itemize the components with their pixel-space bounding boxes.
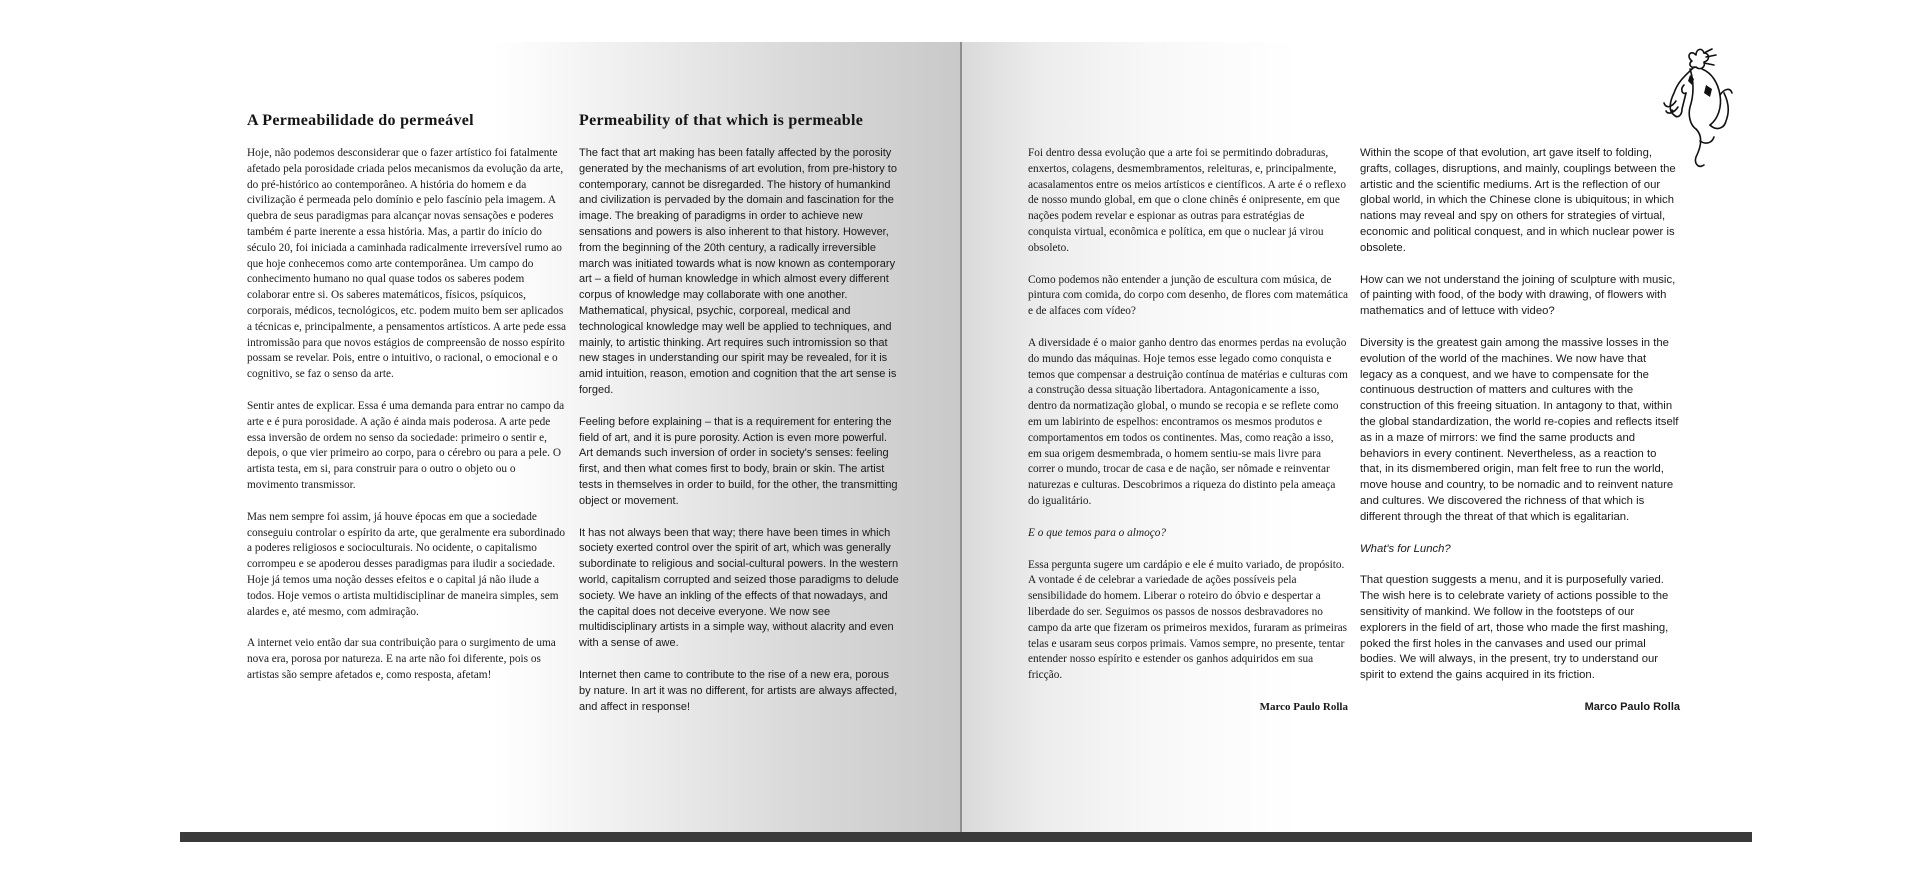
right-page bbox=[962, 42, 1920, 832]
en-signature: Marco Paulo Rolla bbox=[1584, 700, 1680, 713]
left-page bbox=[180, 42, 962, 832]
pt-text-column-left bbox=[247, 146, 567, 700]
pt-paragraph: A diversidade é o maior ganho dentro das enormes perdas na evolução do mundo das máquinas. Hoje temos esse legado como conquista e temos que compensar a destruição contínua de matérias e culturas com a construção dessa situação libertadora. Antagonicamente a isso, dentro da normatização global, o mundo se recopia e se reflete como em um labirinto de espelhos: encontramos os mesmos produtos e comportamentos em todos os continentes. Mas, como reação a isso, em sua origem desmembrada, o homem sentiu-se mais livre para correr o mundo, trocar de casa e de nação, ser nômade e reinventar naturezas e culturas. Descobrimos a riqueza do distinto pela ameaça do igualitário. bbox=[1028, 336, 1348, 507]
pt-paragraph: Hoje, não podemos desconsiderar que o fazer artístico foi fatalmente afetado pela porosidade criada pelos mecanismos da evolução da arte, do pré-histórico ao contemporâneo. A história do homem e da civilização é permeada pelo domínio e pelo fascínio pela imagem. A quebra de seus paradigmas para alcançar novas sensações e poderes também é parte inerente a essa história. Mas, a partir do início do século 20, foi iniciada a caminhada radicalmente irreversível rumo ao que hoje conhecemos como arte contemporânea. Um campo do conhecimento humano no qual quase todos os saberes podem colaborar entre si. Os saberes matemáticos, físicos, psíquicos, corporais, médicos, tecnológicos, etc. podem muito bem ser aplicados a técnicas e, principalmente, a pensamentos artísticos. A arte pede essa intromissão para que novos estágios de compreensão de nosso espírito possam se revelar. Pois, entre o intuitivo, o racional, o emocional e o cognitivo, se faz o senso da arte. bbox=[247, 147, 567, 381]
pt-paragraph: Sentir antes de explicar. Essa é uma demanda para entrar no campo da arte e é pura porosidade. A ação é ainda mais poderosa. A arte pede essa inversão de ordem no senso da sociedade: primeiro o sentir e, depois, o que vier primeiro ao corpo, para o cérebro ou para a pele. O artista testa, em si, para construir para o outro o objeto ou o movimento transmissor. bbox=[247, 399, 565, 491]
en-paragraph: How can we not understand the joining of sculpture with music, of painting with food, of the body with drawing, of flowers with mathematics and of lettuce with video? bbox=[1360, 273, 1676, 318]
en-paragraph: Feeling before explaining – that is a requirement for entering the field of art, and it is pure porosity. Action is even more powerful. Art demands such inversion of order in society's senses: feeling first, and then what comes first to body, brain or skin. The artist tests in themselves in order to build, for the other, the transmitting object or movement. bbox=[579, 415, 898, 507]
book-spread bbox=[180, 42, 1748, 835]
pt-subheading: E o que temos para o almoço? bbox=[1028, 526, 1167, 539]
en-paragraph: Within the scope of that evolution, art gave itself to folding, grafts, collages, disruptions, and mainly, couplings between the artistic and the scientific mediums. Art is the reflection of our global world, in which the Chinese clone is ubiquitous; in which nations may reveal and spy on others for strategies of virtual, economic and political conquest, and in which nuclear power is obsolete. bbox=[1360, 147, 1676, 254]
pt-paragraph: Como podemos não entender a junção de escultura com música, de pintura com comida, do corpo com desenho, de flores com matemática e de alfaces com vídeo? bbox=[1028, 273, 1348, 318]
pt-paragraph: A internet veio então dar sua contribuição para o surgimento de uma nova era, porosa por natureza. E na arte não foi diferente, pois os artistas são sempre afetados e, como resposta, afetam! bbox=[247, 637, 556, 681]
en-paragraph: It has not always been that way; there have been times in which society exerted control over the spirit of art, which was generally subordinate to religious and social-cultural powers. In the western world, capitalism corrupted and seized those paradigms to delude society. We have an inkling of the effects of that nowadays, and the capital does not deceive everyone. We now see multidisciplinary artists in a simple way, without alacrity and even with a sense of awe. bbox=[579, 526, 899, 650]
pt-signature: Marco Paulo Rolla bbox=[1259, 700, 1348, 713]
en-paragraph: The fact that art making has been fatally affected by the porosity generated by the mechanisms of art evolution, from pre-history to contemporary, cannot be disregarded. The history of humankind and civilization is pervaded by the domain and fascination for the image. The breaking of paradigms in order to achieve new sensations and powers is also inherent to that history. However, from the beginning of the 20th century, a radically irreversible march was initiated towards what is now known as contemporary art – a field of human knowledge in which almost every different corpus of knowledge may collaborate with one another. Mathematical, physical, psychic, corporeal, medical and technological knowledge may well be applied to techniques, and mainly, to artistic thinking. Art requires such intromission so that new stages in understanding our spirit may be revealed, for it is amid intuition, reason, emotion and cognition that the art sense is forged. bbox=[579, 147, 897, 396]
en-heading: Permeability of that which is permeable bbox=[579, 112, 864, 129]
pt-paragraph: Mas nem sempre foi assim, já houve épocas em que a sociedade conseguiu controlar o espírito da arte, que geralmente era subordinado a poderes religiosos e socioculturais. No ocidente, o capitalismo corrompeu e se apoderou desses paradigmas para iludir a sociedade. Hoje já temos uma noção desses efeitos e o capital já não ilude a todos. Hoje vemos o artista multidisciplinar de maneira simples, sem alardes e, até mesmo, com admiração. bbox=[247, 510, 566, 618]
pt-text-column-right bbox=[1028, 146, 1348, 732]
pt-heading: A Permeabilidade do permeável bbox=[247, 112, 474, 129]
en-paragraph: Internet then came to contribute to the rise of a new era, porous by nature. In art it was no different, for artists are always affected, and affect in response! bbox=[579, 668, 898, 713]
en-text-column-left bbox=[579, 146, 899, 731]
en-paragraph: Diversity is the greatest gain among the massive losses in the evolution of the world of the machines. We now have that legacy as a conquest, and we have to compensate for the continuous destruction of matters and cultures with the construction of this freeing situation. In antagony to that, within the global standardization, the world re-copies and reflects itself as in a maze of mirrors: we find the same products and behaviors in every continent. Nevertheless, as a reaction to that, in its dismembered origin, man felt free to run the world, move house and country, to be nomadic and to reinvent nature and cultures. We discovered the richness of that which is different through the threat of that which is egalitarian. bbox=[1360, 336, 1679, 523]
pt-paragraph: Essa pergunta sugere um cardápio e ele é muito variado, de propósito. A vontade é de celebrar a variedade de ações possíveis pela sensibilidade do homem. Liberar o roteiro do óbvio e despertar a liberdade do ser. Seguimos os passos de nossos desbravadores no campo da arte que fizeram os primeiros mexidos, furaram as primeiras telas e usaram seus corpos primais. Vamos sempre, no presente, tentar entender nosso espírito e estender os ganhos adquiridos em sua fricção. bbox=[1028, 558, 1348, 682]
en-paragraph: That question suggests a menu, and it is purposefully varied. The wish here is to celebrate variety of actions possible to the sensitivity of mankind. We follow in the footsteps of our explorers in the field of art, those who made the first mashing, poked the first holes in the canvases and used our primal bodies. We will always, in the present, try to understand our spirit to extend the gains acquired in its friction. bbox=[1360, 574, 1669, 682]
en-text-column-right bbox=[1360, 146, 1680, 732]
hand-and-bird-drawing-icon bbox=[1660, 45, 1738, 175]
en-subheading: What's for Lunch? bbox=[1360, 542, 1451, 555]
pt-paragraph: Foi dentro dessa evolução que a arte foi se permitindo dobraduras, enxertos, colagens, desmembramentos, releituras, e, principalmente, acasalamentos entre os meios artísticos e científicos. A arte é o reflexo de nosso mundo global, em que o clone chinês é onipresente, em que nações podem revelar e espionar as outras para estratégias de conquista virtual, econômica e política, em que o nuclear já virou obsoleto. bbox=[1028, 147, 1347, 254]
